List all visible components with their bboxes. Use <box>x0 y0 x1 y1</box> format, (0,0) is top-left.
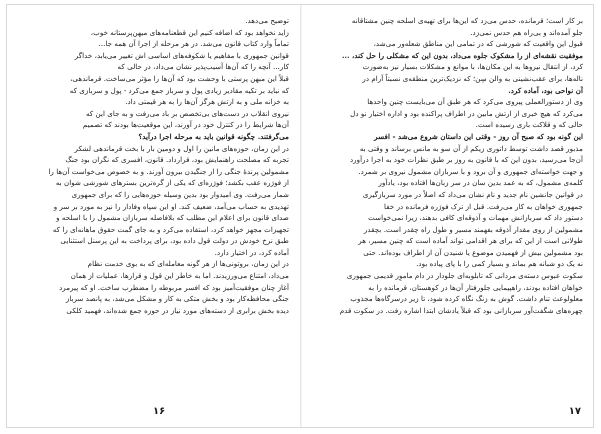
text-line: موفقیت نقشه‌ای از را مشکوک جلوه می‌داد، بدون این که مشکلی را حل کند، ... <box>341 50 583 60</box>
right-page <box>315 15 583 419</box>
text-line: طبق نرخ خودش در دولت قول داده بود، برای پرداخت به این پرسنل استثنایی <box>60 236 289 246</box>
text-line: قوانین جمهوری با مفاهیم یا شکوفه‌های اساسی اش تغییر می‌یابد، خداگر <box>74 50 289 60</box>
text-line: قبلاً این مبهن پرستی با وحشت بود که آن‌ها را مؤثر می‌ساخت. قرماندهی، <box>70 73 289 83</box>
book-spread <box>6 4 594 428</box>
text-line: بر کار است؛ قرمانده، حدس می‌زد که این‌ها برای تهیه‌ی اسلحه چنین مشتاقانه <box>351 16 583 25</box>
text-line: این گونه بود که صبح آن روز - وقتی این داستان شروع می‌شد - افسر <box>374 131 583 141</box>
right-page-text <box>315 15 583 316</box>
text-line: می‌گرفتند. چگونه قوانین باید به مرحله اجرا درآید؟ <box>138 131 289 141</box>
text-line: آماده کرد، در اختیار دارد. <box>214 247 289 257</box>
text-line: کرد، از انتقال نیروها به این مکان‌ها، با موانع و مشکلات بسیار نیز به‌صورت <box>362 62 583 72</box>
text-line: می‌کرد که هیچ خبری از ارتش مابین در اطراف پراکنده بود و اداره اختیار نو دل <box>350 108 583 118</box>
text-line: طولانی است از این که برای هر اقدامی تواند آماده است که چنین مسیر، هر <box>358 236 583 246</box>
text-line: مشمولین از روی مقدار آذوقه بفهمند مسیر و طول راه چقدر است. بچقدر <box>363 224 583 234</box>
text-line: تهدیدی به حساب می‌آمد، ضعیف کند. او این سپاه وفادار را نیز به مورد بر سر و <box>53 201 289 211</box>
text-line: جلو آمده‌اند و بی‌راه هم حدس نمی‌زد. <box>470 27 583 37</box>
page-number-left: ۱۶ <box>153 406 166 417</box>
text-line: دستور داد که سربازانش مهمات و آذوقه‌ای کافی بدهند، زیرا نمی‌خواست <box>368 213 583 223</box>
text-line: نیروی انقلاب در دست‌های بی‌تخصص بر باد می‌رفت و به جای این که <box>85 108 289 118</box>
text-line: آن‌جا می‌رسید، بدون این که با قانون به روز بر طبق نظرات خود به اجرا درآورد <box>349 155 583 165</box>
text-line: وی از دستورالعملی پیروی می‌کرد که هر طبق آن می‌بایست چنین واحدها <box>367 97 583 107</box>
text-line: نه یک دو شبانه هم بماند و بسیار کمی را با پای پیاده بود. <box>416 259 583 269</box>
text-line: کار... آنچه را که آن‌ها آسیب‌پذیر نشان می‌داد، در حالی که <box>117 62 289 72</box>
left-page <box>21 15 289 419</box>
text-line: که نباید بر تکیه مقادیر زیادی پول و سرباز جمع می‌کرد - پول و سربازی که <box>69 85 289 95</box>
text-line: تجهیزات مجهز خواهد کرد، استفاده می‌کرد و به جای گمت حقوق ماهانه‌ای را که <box>52 224 289 234</box>
text-line: آغاز چنان موفقیت‌آمیز بود که افسر مربوطه را مضطرب ساخت. او که پیرمرد <box>59 282 289 292</box>
text-line: و جهت خواسته‌ای جمهوری و آن برود و با سربازان مشمول نیروی بر شمرد. <box>358 166 583 176</box>
text-line: مشمولین پرندهٔ جنگی را از جنگیدن بیرون آورند. و به خصوص می‌خواست آن‌ها را <box>48 166 289 176</box>
text-line: خواهان افتاده بودند، راهپیمایی جلورفتار آن‌ها در کوهستان، قرمانده را به <box>368 282 583 292</box>
text-line: در این زمان، حوزه‌های مانین را اول و دومین بار با بخت قرماندهی لشکر <box>74 143 289 153</box>
text-line: چهره‌های شگفت‌آور سربازانی بود که قبلاً یادشان ابتدا اشاره رفت. در سکوت قدم <box>339 305 583 315</box>
text-line: در قوانین جانشین نام جدید و نام نشان می‌داد که اصلاً در مورد سربازگیری <box>362 189 583 199</box>
left-page-text <box>21 15 289 316</box>
text-line: از فوژره عقب بکشد؛ فوژره‌ای که یکی از گره‌ترین بسترهای شورشی شوان به <box>55 178 289 188</box>
text-line: آن نواحی بود، آماده کرد. <box>508 85 583 95</box>
text-line: در این زمان، بروتونی‌ها از هر گونه معامله‌ای که به بوی خدمت نظام <box>87 259 289 269</box>
text-line: آن‌ها شرایط را در کنترل خود در آورند، این موقعیت‌ها بودند که تصمیم <box>82 120 289 130</box>
text-line: قبول این واقعیت که شورشی که در تمامی این مناطق شعله‌ور می‌شد، <box>373 39 583 49</box>
text-line: شمار می‌رفت. وی امیدوار بود بدین وسیله حوزه‌هایی را که برای جمهوری <box>71 189 289 199</box>
text-line: تجربه که مصلحت راهنمایش بود، قرارداد. قانون، افسری که نگران بود جنگ <box>65 155 289 165</box>
page-number-right: ۱۷ <box>568 406 581 417</box>
text-line: توضیح می‌دهد. <box>245 16 289 25</box>
text-line: کلمه‌ی مشمول، که به عمد بدین سان در سر زبان‌ها افتاده بود، یادآور <box>378 178 583 188</box>
text-line: جمهوری خواهان به کار می‌رفت. قبل از ترک فوژره فرمانده در خفا <box>384 201 583 211</box>
text-line: تماماً وارد کتاب قانون می‌شد. در هر مرحله از اجرا آن همه جا... <box>98 39 289 49</box>
text-line: به خزانه ملی و به ارتش هرگز آن‌ها را به هر قیمتی داد. <box>125 97 289 107</box>
text-line: دیده بخش برابری از دسته‌های مورد نیاز در حوزه جمع شده‌اند، فهمید کلکی <box>66 305 289 315</box>
text-line: ناله‌ها، برای عقب‌نشینی به والن سِن؛ که نزدیک‌ترین منطقه‌ی نسبتاً آرام در <box>362 73 583 83</box>
text-line: زاید نخواهد بود که اضافه کنیم این قطعنامه‌های میهن‌پرستانه خوب، <box>90 27 289 37</box>
text-line: صدای قانون برای اعلام این مطلب که بلافاصله سربازان مشمول را با اسلحه و <box>56 213 289 223</box>
text-line: مذبور قصد داشت توسط داتوری زیکم از آن سو به مانس برساند و وقتی به <box>359 143 583 153</box>
text-line: معلولوعث تنام داشت. گوش به زنگ نگاه کرده شود، تا زیر درسرگاه‌ها مجذوب <box>350 294 583 304</box>
book-gutter <box>300 5 302 427</box>
text-line: می‌داد، امتناع می‌ورزیدند. اما به خاطر این قول و قرارها، عملیات از همان <box>70 271 289 281</box>
text-line: سکوت عبوس دسته‌ی مردانی که تابلوبه‌ای جلودار در دام ماموِر قدیمی جمهوری <box>346 271 583 281</box>
text-line: بود مشمولین بیش از فهمیدن موضوع یا شنیدن آن از اطراف بوده‌اند. حتی <box>363 247 583 257</box>
text-line: جنگی محافظه‌کار بود و بخش متکی به کار و مشکل می‌شد، به پانصد سرباز <box>65 294 289 304</box>
text-line: حالی که و قلاکت باری رسیده است. <box>475 120 583 130</box>
